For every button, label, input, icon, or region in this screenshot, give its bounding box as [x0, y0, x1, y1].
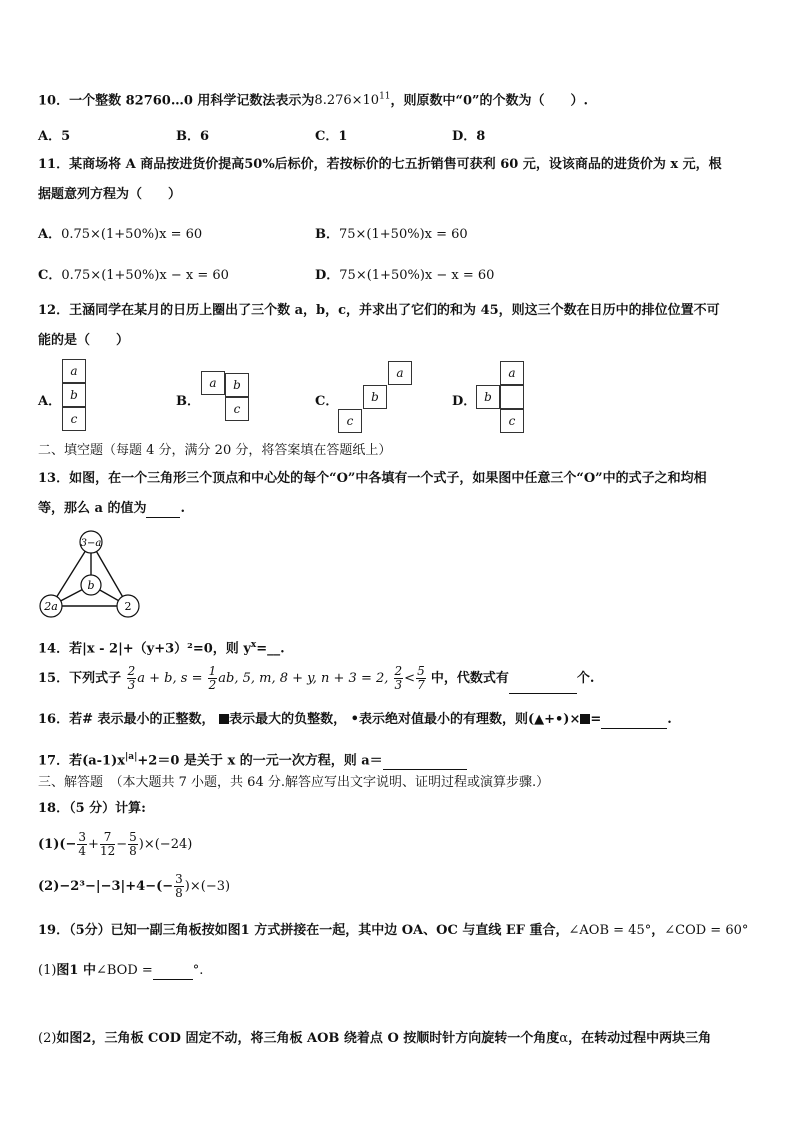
- q16-answer-blank[interactable]: [601, 728, 667, 729]
- q10-text: 10．一个整数 82760…0 用科学记数法表示为: [38, 93, 315, 109]
- q11-option-c: C．0.75×(1+50%)x − x = 60: [38, 268, 229, 283]
- cell-a: a: [500, 361, 524, 385]
- q18-title: 18．（5 分）计算:: [38, 801, 146, 816]
- q19-answer-blank[interactable]: [153, 979, 193, 980]
- q13-stem-line2: 等，那么 a 的值为 .: [38, 501, 186, 516]
- q18-part1: (1)(− $\frac{3}{4}$ + $\frac{7}{12}$ − $\frac{5}{8}$ )×(−24): [38, 830, 193, 858]
- q13-answer-blank[interactable]: [146, 517, 180, 518]
- cell-a: a: [388, 361, 412, 385]
- q12-stem-line2: 能的是（ ）: [38, 333, 130, 348]
- q10-option-a: A．5: [38, 129, 71, 144]
- q10-sci: $8.276\times 10^{11}$: [314, 92, 391, 109]
- q11-option-d: D．75×(1+50%)x − x = 60: [315, 268, 495, 283]
- q17-stem: 17．若$(a-1)x^{|a|}+2=0$ 是关于 x 的一元一次方程，则 a＝: [38, 748, 467, 770]
- q17-answer-blank[interactable]: [383, 769, 467, 770]
- q11-option-b: B．75×(1+50%)x = 60: [315, 227, 468, 242]
- cell-a: a: [201, 371, 225, 395]
- section-solve-heading: 三、解答题 （本大题共 7 小题，共 64 分.解答应写出文字说明、证明过程或演算步骤.）: [38, 775, 550, 790]
- node-right-label: 2: [124, 600, 132, 613]
- q10-stem: [38, 88, 588, 110]
- q15-answer-blank[interactable]: [509, 693, 577, 694]
- q10-option-b: B．6: [176, 129, 210, 144]
- q19-part1: (1)图1 中∠BOD = °.: [38, 963, 204, 978]
- q16-stem: 16．若# 表示最小的正整数， 表示最大的负整数， •表示绝对值最小的有理数，则(▲+•)× = .: [38, 712, 672, 727]
- q11-stem-line2: 据题意列方程为（ ）: [38, 187, 182, 202]
- q11-option-a: A．0.75×(1+50%)x = 60: [38, 227, 203, 242]
- triangle-symbol-icon: ▲: [534, 712, 545, 727]
- node-left-label: 2a: [44, 600, 58, 613]
- section-fill-in-heading: 二、填空题（每题 4 分，满分 20 分，将答案填在答题纸上）: [38, 443, 392, 458]
- q13-triangle-diagram: [36, 530, 148, 620]
- q10-option-c: C．1: [315, 129, 348, 144]
- cell-c: c: [62, 407, 86, 431]
- cell-b: b: [225, 373, 249, 397]
- dot-symbol-icon: •: [350, 712, 359, 727]
- cell-b: b: [62, 383, 86, 407]
- q19-stem: 19．（5分）已知一副三角板按如图1 方式拼接在一起，其中边 OA、OC 与直线 EF 重合，∠AOB = 45°，∠COD = 60°: [38, 923, 749, 938]
- q14-stem: 14．若|x - 2|+（y+3）²=0，则 $y^x=\_\_$.: [38, 640, 285, 657]
- cell-empty: [500, 385, 524, 409]
- square-symbol-icon: [219, 714, 229, 724]
- q18-part2: (2)−2³−|−3|+4−(− $\frac{3}{8}$ )×(−3): [38, 872, 231, 900]
- cell-a: a: [62, 359, 86, 383]
- q13-stem-line1: 13．如图，在一个三角形三个顶点和中心处的每个“O”中各填有一个式子，如果图中任意三个“O”中的式子之和均相: [38, 471, 707, 486]
- q12-option-a-label: A．: [38, 394, 62, 409]
- q12-stem-line1: 12．王涵同学在某月的日历上圈出了三个数 a，b，c，并求出了它们的和为 45，则这三个数在日历中的排位位置不可: [38, 303, 720, 318]
- q15-expr: $\frac{2}{3}$ a + b, s = $\frac{1}{2}$ ab, 5, m, 8 + y, n + 3 = 2, $\frac{2}{3}$ < $\frac{5}{7}$: [127, 664, 425, 692]
- q11-stem-line1: 11．某商场将 A 商品按进货价提高50%后标价，若按标价的七五折销售可获利 60 元，设该商品的进货价为 x 元，根: [38, 157, 722, 172]
- hash-symbol: #: [82, 712, 93, 727]
- node-center-label: b: [87, 579, 95, 592]
- cell-c: c: [500, 409, 524, 433]
- q12-option-c-label: C．: [315, 394, 339, 409]
- cell-b: b: [476, 385, 500, 409]
- node-top-label: 3−a: [80, 538, 102, 549]
- cell-b: b: [363, 385, 387, 409]
- q12-option-d-label: D．: [452, 394, 477, 409]
- q15-stem: 15．下列式子 $\frac{2}{3}$ a + b, s = $\frac{1}{2}$ ab, 5, m, 8 + y, n + 3 = 2, $\frac{2}{3}$ < $\frac{5}{7}$ 中，代数式有 个.: [38, 664, 595, 692]
- cell-c: c: [338, 409, 362, 433]
- cell-c: c: [225, 397, 249, 421]
- square-symbol-icon: [580, 714, 590, 724]
- q10-option-d: D．8: [452, 129, 486, 144]
- q10-text-end: ，则原数中“0”的个数为（ ）.: [390, 93, 589, 109]
- q12-option-b-label: B．: [176, 394, 200, 409]
- q19-part2: (2)如图2，三角板 COD 固定不动，将三角板 AOB 绕着点 O 按顺时针方向旋转一个角度α，在转动过程中两块三角: [38, 1031, 712, 1046]
